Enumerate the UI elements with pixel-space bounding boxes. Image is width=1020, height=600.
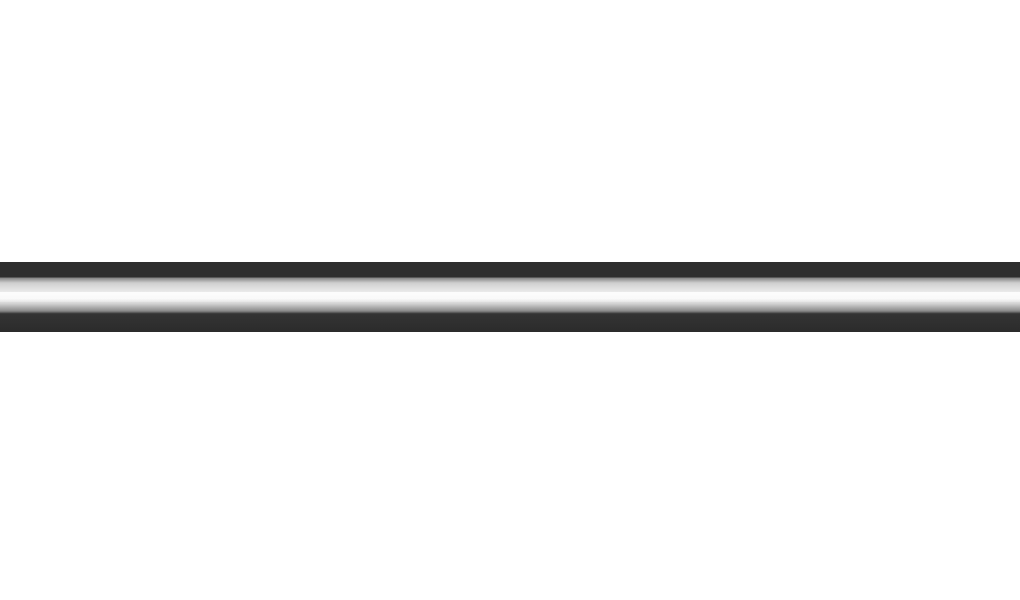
calendar-bottom-half <box>0 332 1020 600</box>
months-row-second-half <box>0 332 1020 340</box>
months-row-first-half <box>0 0 1020 8</box>
calendar-top-half <box>0 0 1020 262</box>
spiral-highlight <box>0 292 1020 302</box>
spiral-binding <box>0 262 1020 332</box>
